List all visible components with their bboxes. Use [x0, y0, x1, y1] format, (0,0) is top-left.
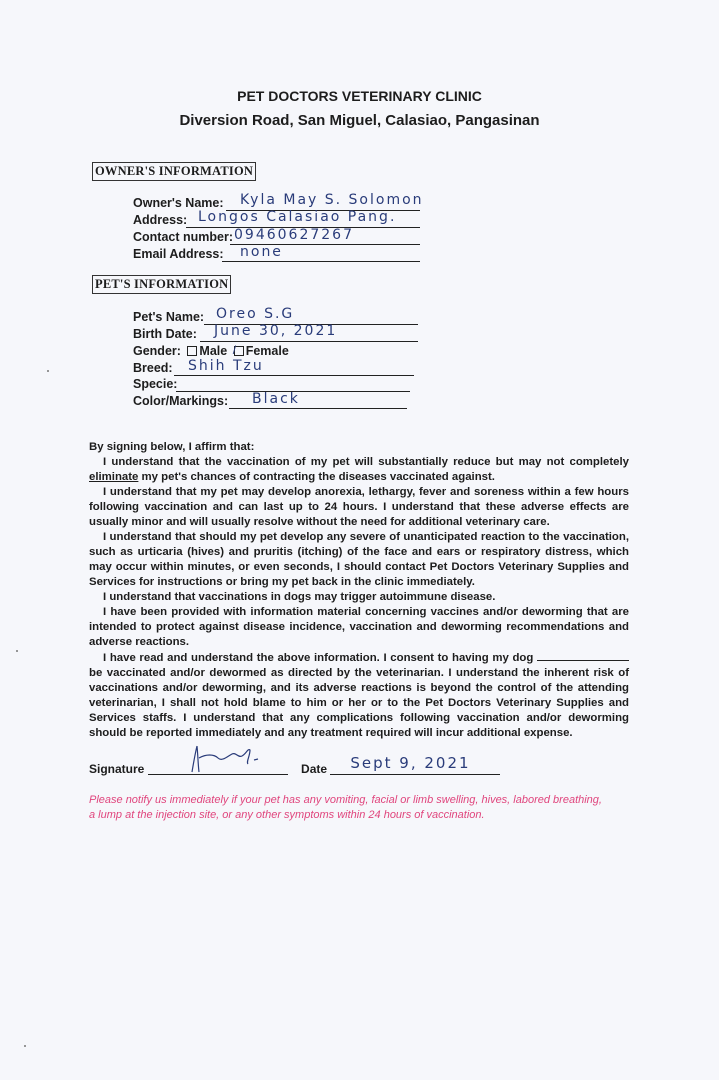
color-label: Color/Markings: [133, 394, 229, 408]
pet-section-title: PET'S INFORMATION [92, 275, 231, 294]
dog-name-blank [537, 650, 629, 661]
statements-intro: By signing below, I affirm that: [89, 441, 255, 453]
post-vaccination-notice: Please notify us immediately if your pet has any vomiting, facial or limb swelling, hives, labored breathing, a lump at the injection site, or any other symptoms within 24 hours of vaccination. [89, 794, 602, 821]
pet-name-label: Pet's Name: [133, 310, 205, 324]
scan-speck [16, 650, 18, 652]
statement-4: I understand that vaccinations in dogs may trigger autoimmune disease. [103, 591, 496, 603]
contact-label: Contact number: [133, 230, 233, 244]
gender-label: Gender: [133, 344, 181, 358]
address-value: Longos Calasiao Pang. [198, 209, 397, 225]
owner-name-label: Owner's Name: [133, 196, 224, 210]
pet-name-value: Oreo S.G [216, 306, 295, 322]
contact-value: 09460627267 [234, 227, 354, 243]
specie-line [176, 377, 410, 392]
date-label: Date [301, 762, 328, 776]
owner-section-title: OWNER'S INFORMATION [92, 162, 256, 181]
statement-3: I understand that should my pet develop any severe of unanticipated reaction to the vaccination, such as urticaria (hives) and pruritis (itching) of the face and ears or respiratory distress, which may occur within minutes, or even seconds, I should contact Pet Doctors Veterinary Supplies and Services for instructions or bring my pet back in the clinic immediately. [89, 531, 629, 588]
clinic-address: Diversion Road, San Miguel, Calasiao, Pangasinan [179, 112, 540, 129]
address-label: Address: [133, 213, 188, 227]
color-value: Black [252, 391, 300, 407]
male-checkbox[interactable] [187, 346, 197, 356]
male-label: Male [199, 344, 228, 358]
scan-speck [24, 1045, 26, 1047]
statement-1: I understand that the vaccination of my pet will substantially reduce but may not completely eliminate my pet's chances of contracting the diseases vaccinated against. [89, 456, 629, 483]
birth-date-value: June 30, 2021 [214, 323, 338, 339]
owner-name-value: Kyla May S. Solomon [240, 192, 424, 208]
female-checkbox[interactable] [232, 343, 244, 357]
statement-5: I have been provided with information material concerning vaccines and/or deworming that are intended to protect against disease incidence, vaccination and deworming recommendations and adverse reactions. [89, 606, 629, 648]
female-label: Female [245, 344, 289, 358]
email-value: none [240, 244, 283, 260]
scan-speck [47, 370, 49, 372]
female-check-mark: / [232, 343, 237, 357]
statement-6: I have read and understand the above information. I consent to having my dog be vaccinated and/or dewormed as directed by the veterinarian. I understand the inherent risk of vaccinations and/or deworming, and its adverse reactions is beyond the control of the attending veterinarian, I shall not hold blame to him or her or to the Pet Doctors Veterinary Supplies and Services staffs. I understand that any complications following vaccination and/or deworming should be reported immediately and any treatment required will incur additional expense. [89, 652, 629, 739]
gender-row [133, 344, 289, 358]
specie-label: Specie: [133, 377, 178, 391]
clinic-name: PET DOCTORS VETERINARY CLINIC [237, 88, 482, 104]
affirmation-statements [89, 440, 629, 741]
birth-date-label: Birth Date: [133, 327, 197, 341]
signature-row [89, 754, 500, 776]
signature-line [148, 762, 288, 775]
statement-2: I understand that my pet may develop anorexia, lethargy, fever and soreness within a few hours following vaccination and can last up to 24 hours. I understand that these adverse effects are usually minor and will usually resolve without the need for additional veterinary care. [89, 486, 629, 528]
date-line [330, 754, 500, 775]
email-label: Email Address: [133, 247, 224, 261]
eliminate-underlined: eliminate [89, 471, 139, 483]
breed-value: Shih Tzu [188, 358, 264, 374]
signature-label: Signature [89, 762, 145, 776]
date-value: Sept 9, 2021 [350, 754, 471, 772]
handwritten-signature [184, 742, 274, 776]
breed-label: Breed: [133, 361, 173, 375]
